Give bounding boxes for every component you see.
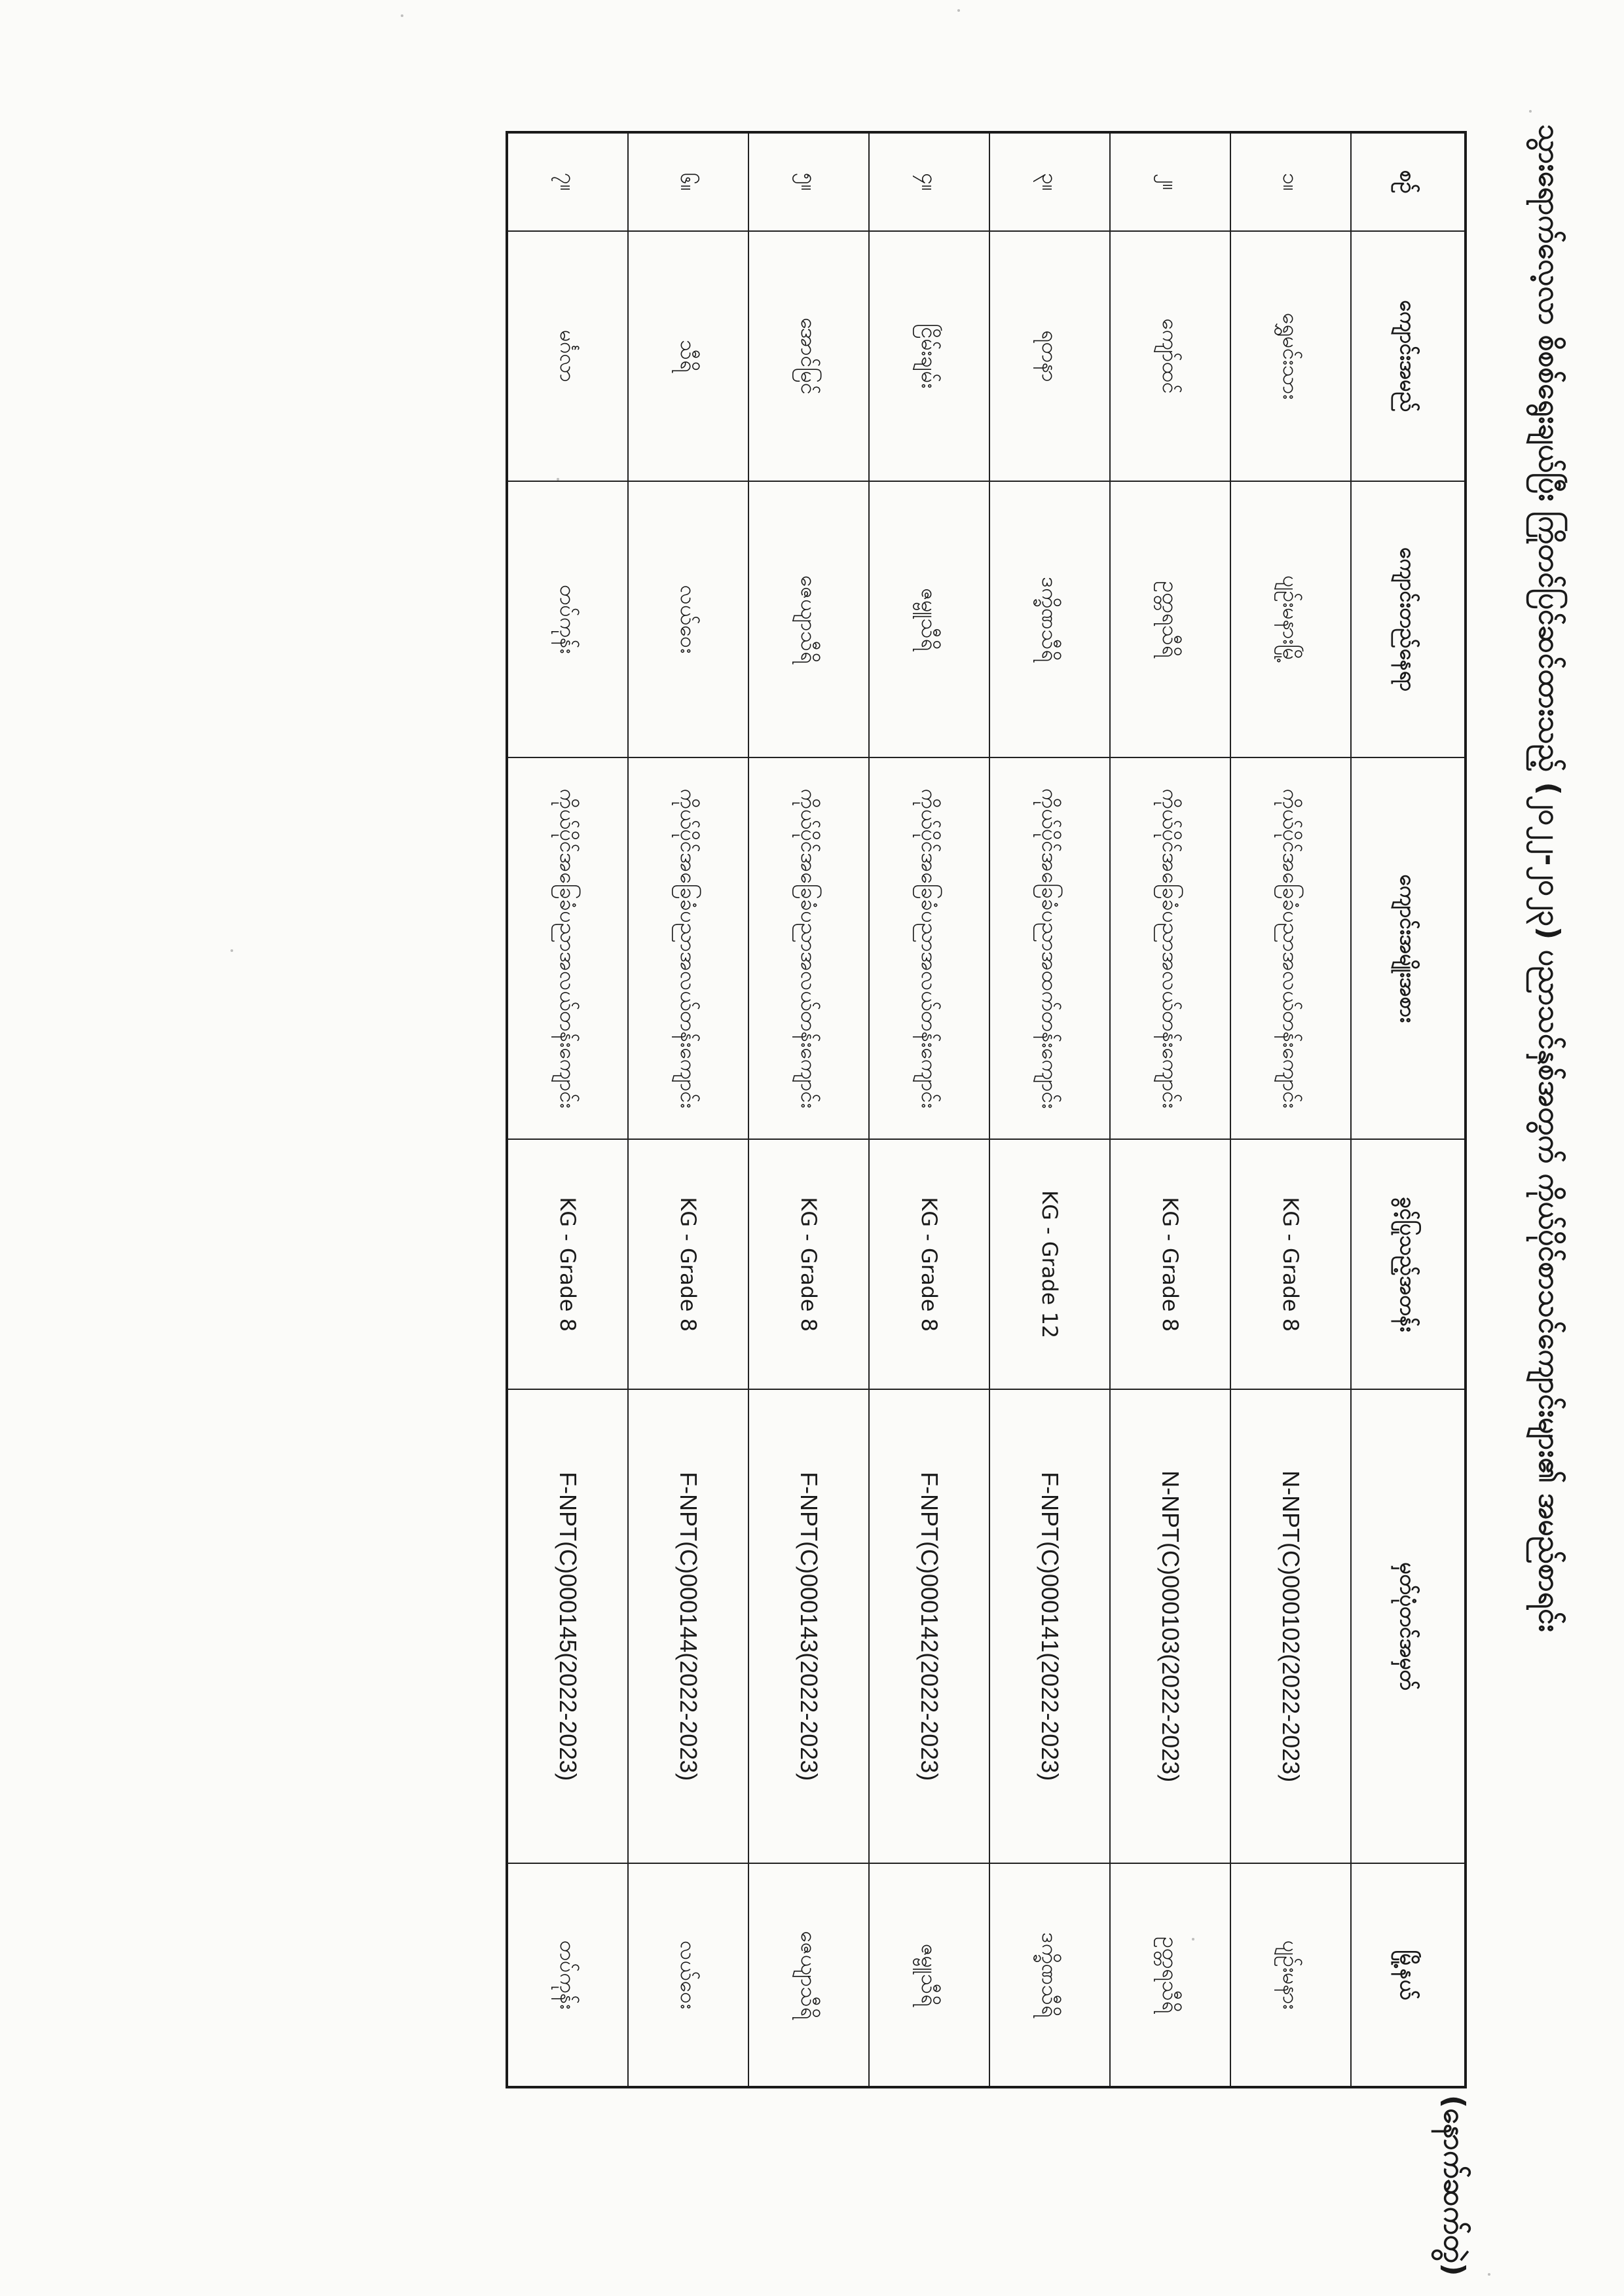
township: ဇမ္ဗူသီရိ [869, 1863, 989, 2087]
school-type: ကိုယ်ပိုင်အခြေခံပညာအထက်တန်းကျောင်း [989, 757, 1110, 1139]
township: ပျဉ်းမနား [1230, 1863, 1351, 2087]
table-row [989, 132, 1110, 2087]
permitted-grades: KG - Grade 8 [1230, 1139, 1351, 1389]
school-registry-table [506, 131, 1467, 2088]
license-number: F-NPT(C)000142(2022-2023) [869, 1389, 989, 1863]
township: ဇေယျာသီရိ [748, 1863, 869, 2087]
school-type: ကိုယ်ပိုင်အခြေခံပညာအလယ်တန်းကျောင်း [1230, 757, 1351, 1139]
license-number: F-NPT(C)000141(2022-2023) [989, 1389, 1110, 1863]
document-title: သွားရောက်လေ့လာ စိစစ်ရွေးချယ်ပြီး ကြိုတင်ပြင်ဆင်ထားသည့် (၂၀၂၂-၂၀၂၃) ပညာသင်နှစ်အတွက် ကိုယ်ပိုင်စာသင်ကျောင်းများ၏ အမည်စာရင်း [1532, 124, 1566, 1632]
school-location: လယ်ဝေး [628, 481, 748, 757]
scan-speck [957, 9, 960, 12]
school-name: ကျော်ထင် [1110, 231, 1230, 481]
header-cell-location: ကျောင်းတည်နေရာ [1351, 481, 1466, 757]
permitted-grades: KG - Grade 12 [989, 1139, 1110, 1389]
license-number: F-NPT(C)000143(2022-2023) [748, 1389, 869, 1863]
school-name: ရွှေမင်းသား [1230, 231, 1351, 481]
row-number: ၅။ [748, 132, 869, 231]
scan-speck [231, 949, 233, 952]
license-number: F-NPT(C)000145(2022-2023) [507, 1389, 628, 1863]
header-cell-license: မှတ်ပုံတင်အမှတ် [1351, 1389, 1466, 1863]
row-number: ၃။ [989, 132, 1110, 231]
table-row [628, 132, 748, 2087]
permitted-grades: KG - Grade 8 [628, 1139, 748, 1389]
table-row [1230, 132, 1351, 2087]
row-number: ၆။ [628, 132, 748, 231]
school-location: ဥတ္တရသီရိ [1110, 481, 1230, 757]
row-number: ၁။ [1230, 132, 1351, 231]
scan-speck [401, 14, 403, 17]
row-number: ၄။ [869, 132, 989, 231]
permitted-grades: KG - Grade 8 [507, 1139, 628, 1389]
header-cell-name: ကျောင်းအမည် [1351, 231, 1466, 481]
row-number: ၂။ [1110, 132, 1230, 231]
license-number: N-NPT(C)000103(2022-2023) [1110, 1389, 1230, 1863]
school-name: သီရိ [628, 231, 748, 481]
township: ဒက္ခိဏသီရိ [989, 1863, 1110, 2087]
row-number: ၇။ [507, 132, 628, 231]
permitted-grades: KG - Grade 8 [748, 1139, 869, 1389]
permitted-grades: KG - Grade 8 [1110, 1139, 1230, 1389]
school-location: ဒက္ခိဏသီရိ [989, 481, 1110, 757]
table-row [1110, 132, 1230, 2087]
header-cell-grades: ခွင့်ပြုသည့်အတန်း [1351, 1139, 1466, 1389]
township: ဥတ္တရသီရိ [1110, 1863, 1230, 2087]
school-type: ကိုယ်ပိုင်အခြေခံပညာအလယ်တန်းကျောင်း [1110, 757, 1230, 1139]
school-name: အောင်မြင် [748, 231, 869, 481]
table-header-row [1351, 132, 1466, 2087]
table-row [748, 132, 869, 2087]
rotated-document-sheet [341, 105, 1585, 2276]
header-cell-township: မြို့နယ် [1351, 1863, 1466, 2087]
license-number: N-NPT(C)000102(2022-2023) [1230, 1389, 1351, 1863]
scan-speck [1488, 2273, 1490, 2276]
table-row [507, 132, 628, 2087]
township: တပ်ကုန်း [507, 1863, 628, 2087]
school-type: ကိုယ်ပိုင်အခြေခံပညာအလယ်တန်းကျောင်း [628, 757, 748, 1139]
school-type: ကိုယ်ပိုင်အခြေခံပညာအလယ်တန်းကျောင်း [748, 757, 869, 1139]
license-number: F-NPT(C)000144(2022-2023) [628, 1389, 748, 1863]
township: လယ်ဝေး [628, 1863, 748, 2087]
school-name: ရတနာ [989, 231, 1110, 481]
permitted-grades: KG - Grade 8 [869, 1139, 989, 1389]
school-type: ကိုယ်ပိုင်အခြေခံပညာအလယ်တန်းကျောင်း [869, 757, 989, 1139]
school-location: ပျဉ်းမနားမြို့ [1230, 481, 1351, 757]
header-cell-no: စဉ် [1351, 132, 1466, 231]
school-location: ဇမ္ဗူသီရိ [869, 481, 989, 757]
school-type: ကိုယ်ပိုင်အခြေခံပညာအလယ်တန်းကျောင်း [507, 757, 628, 1139]
school-location: တပ်ကုန်း [507, 481, 628, 757]
header-cell-type: ကျောင်းအမျိုးအစား [1351, 757, 1466, 1139]
school-name: ငြိမ်းချမ်း [869, 231, 989, 481]
school-location: ဇေယျာသီရိ [748, 481, 869, 757]
table-row [869, 132, 989, 2087]
school-name: မင်္ဂလာ [507, 231, 628, 481]
attachment-label: (နောက်ဆက်တွဲ) [1437, 2095, 1471, 2276]
